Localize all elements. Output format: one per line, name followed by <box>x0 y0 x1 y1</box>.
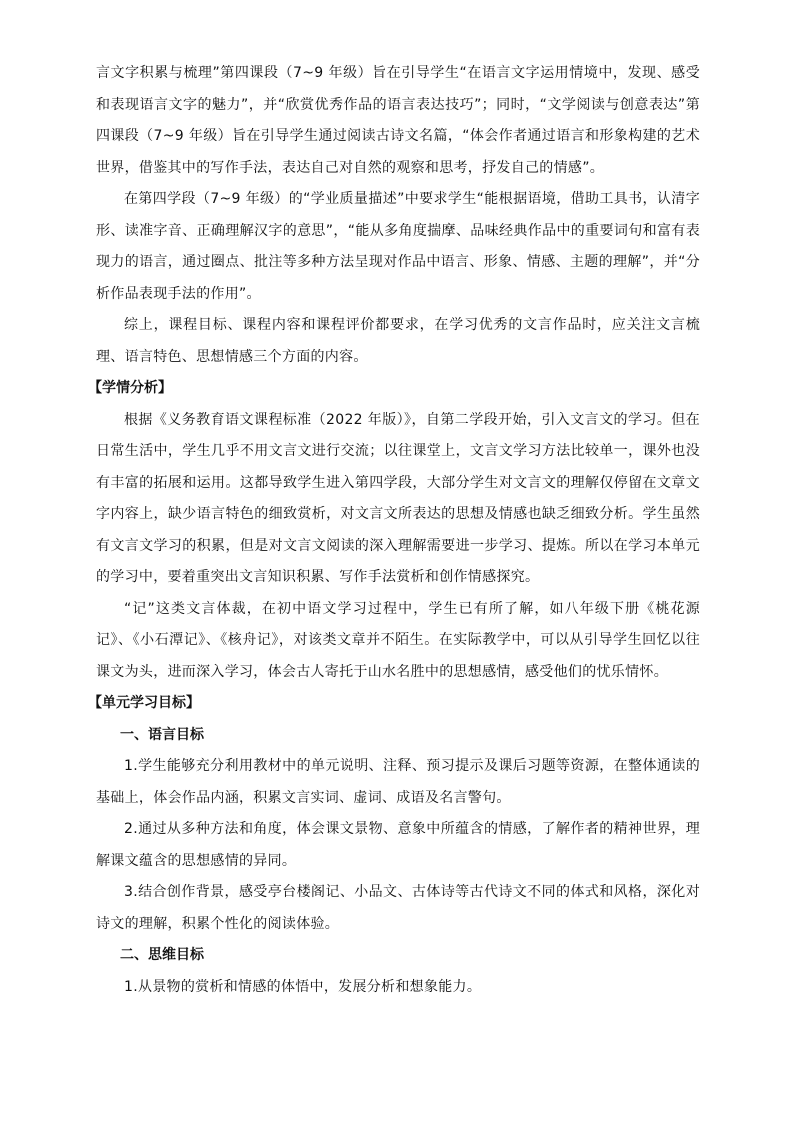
goal-item-3: 3.结合创作背景，感受亭台楼阁记、小品文、古体诗等古代诗文不同的体式和风格，深化对诗文的理解，积累个性化的阅读体验。 <box>96 884 700 932</box>
subheading-language-goals: 一、语言目标 <box>120 726 204 743</box>
paragraph-student-analysis: 根据《义务教育语文课程标准（2022 年版）》，自第二学段开始，引入文言文的学习。但在日常生活中，学生几乎不用文言文进行交流；以往课堂上，文言文学习方法比较单一，课外也没有丰富的拓展和运用。这都导致学生进入第四学段，大部分学生对文言文的理解仅停留在文章文字内容上，缺少语言特色的细致赏析，对文言文所表达的思想及情感也缺乏细致分析。学生虽然有文言文学习的积累，但是对文言文阅读的深入理解需要进一步学习、提炼。所以在学习本单元的学习中，要着重突出文言知识积累、写作手法赏析和创作情感探究。 <box>96 411 700 585</box>
paragraph-quality-description: 在第四学段（7~9 年级）的“学业质量描述”中要求学生“能根据语境，借助工具书，认清字形、读准字音、正确理解汉字的意思”，“能从多角度揣摩、品味经典作品中的重要词句和富有表现力的语言，通过圈点、批注等多种方法呈现对作品中语言、形象、情感、主题的理解”，并“分析作品表现手法的作用”。 <box>96 191 700 302</box>
paragraph-curriculum-goals: 言文字积累与梳理”第四课段（7~9 年级）旨在引导学生“在语言文字运用情境中，发现、感受和表现语言文字的魅力”，并“欣赏优秀作品的语言表达技巧”；同时，“文学阅读与创意表达”第四课段（7~9 年级）旨在引导学生通过阅读古诗文名篇，“体会作者通过语言和形象构建的艺术世界，借鉴其中的写作手法，表达自己对自然的观察和思考，抒发自己的情感”。 <box>96 65 700 176</box>
paragraph-summary: 综上，课程目标、课程内容和课程评价都要求，在学习优秀的文言作品时，应关注文言梳理、语言特色、思想情感三个方面的内容。 <box>96 317 700 365</box>
paragraph-genre-notes: “记”这类文言体裁，在初中语文学习过程中，学生已有所了解，如八年级下册《桃花源记》、《小石潭记》、《核舟记》，对该类文章并不陌生。在实际教学中，可以从引导学生回忆以往课文为头，进而深入学习，体会古人寄托于山水名胜中的思想感情，感受他们的忧乐情怀。 <box>96 600 700 680</box>
subheading-thinking-goals: 二、思维目标 <box>120 947 204 963</box>
goal-item-1: 1.学生能够充分利用教材中的单元说明、注释、预习提示及课后习题等资源，在整体通读的基础上，体会作品内涵，积累文言实词、虚词、成语及名言警句。 <box>96 758 700 806</box>
document-body <box>88 58 700 1003</box>
section-heading-student-analysis: 【学情分析】 <box>88 380 172 396</box>
goal-item-2: 2.通过从多种方法和角度，体会课文景物、意象中所蕴含的情感，了解作者的精神世界，理解课文蕴含的思想感情的异同。 <box>96 821 700 869</box>
thinking-goal-item-1: 1.从景物的赏析和情感的体悟中，发展分析和想象能力。 <box>124 978 482 995</box>
section-heading-unit-goals: 【单元学习目标】 <box>88 695 200 711</box>
